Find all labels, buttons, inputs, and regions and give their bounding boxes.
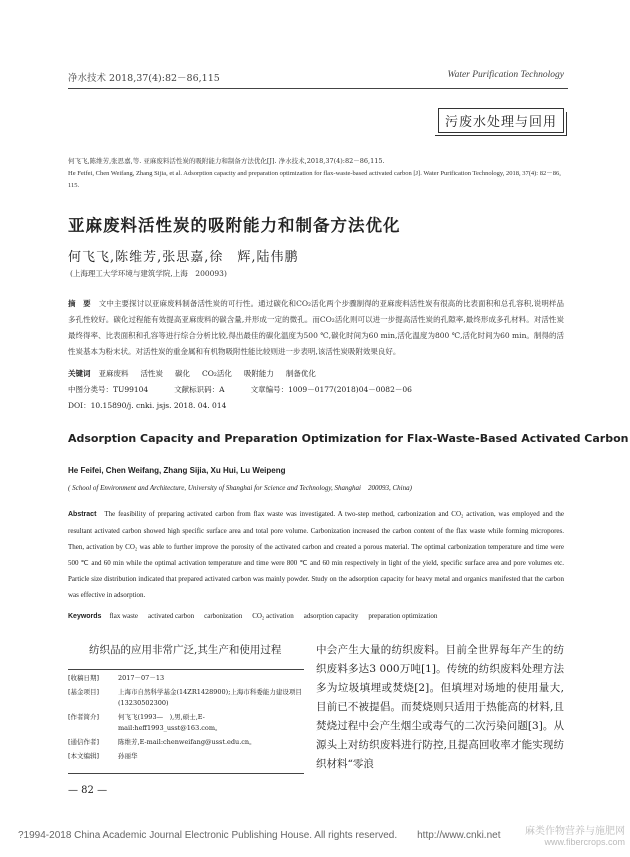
keyword-en: flax waste: [109, 612, 139, 620]
footnotes: [68, 673, 304, 765]
footnote-rule-bottom: [68, 773, 304, 774]
footnote-editor: [68, 751, 304, 762]
body-text-left: 纺织品的应用非常广泛,其生产和使用过程: [89, 644, 282, 656]
footnote-text: 何飞飞(1993— ),男,硕士,E-mail:heff1993_usst@163.com。: [118, 713, 222, 732]
abstract-en-text: The feasibility of preparing activated carbon from flax waste was investigated. A two-step method, carbonization and CO₂ activation, was employed and the resultant activated carbon showed high specific surface area and total pore volume. Carbonization increased the carbon content of the flax waste while forming micropores. Then, activation by CO₂ was able to further improve the porosity of the activated carbon and created a porous material. The optimal carbonization temperature and time were 500 ℃ and 60 min while the optimal activation temperature and time were 800 ℃ and 60 min respectively in light of the yield, specific surface area and pore volumes etc. Particle size distribution indicated that prepared activated carbon was mainly powder. Study on the adsorption capacity for heavy metal and organics manifested that the carbon was effective in adsorption.: [68, 510, 564, 599]
footnote-text: 陈维芳,E-mail:chenweifang@usst.edu.cn。: [118, 738, 256, 746]
footnote-funding: [68, 687, 304, 709]
affiliation-cn: (上海理工大学环境与建筑学院,上海 200093): [70, 269, 227, 278]
keyword-en: preparation optimization: [368, 612, 438, 620]
footnote-rule-top: [68, 669, 304, 670]
abstract-cn-label: 摘 要: [68, 299, 91, 308]
body-text-right: 中会产生大量的纺织废料。目前全世界每年产生的纺织废料多达3 000万吨[1]。传统的纺织废料处理方法多为垃圾填埋或焚烧[2]。但填埋对场地的使用量大,目前已不被提倡。而焚烧则只适用于热能高的材料,且焚烧过程中会产生烟尘或毒气的二次污染问题[3]。从源头上对纺织废料进行防控,且提高回收率才能实现纺织材料“零浪: [316, 644, 564, 770]
keyword-en: activated carbon: [148, 612, 195, 620]
footnote-label: [基金项目]: [68, 688, 100, 696]
classification-codes: [68, 384, 412, 395]
footnote-author: [68, 712, 304, 734]
keyword-cn: 制备优化: [285, 369, 316, 378]
footnote-received: [68, 673, 304, 684]
watermark-line-2: www.fibercrops.com: [544, 837, 625, 847]
article-number: 文章编号：1009－0177(2018)04－0082－06: [250, 385, 412, 394]
keyword-cn: 活性炭: [140, 369, 163, 378]
keywords-cn-label: 关键词: [68, 369, 91, 378]
copyright-line: ?1994-2018 China Academic Journal Electronic Publishing House. All rights reserved. http://www.cnki.net: [18, 830, 501, 841]
footnote-text: 孙丽华: [118, 752, 138, 760]
keyword-cn: 碳化: [175, 369, 190, 378]
abstract-en: [68, 506, 564, 603]
keyword-en: carbonization: [204, 612, 243, 620]
page-number: — 82 —: [68, 785, 108, 796]
watermark-line-1: 麻类作物营养与施肥网: [525, 826, 625, 837]
doi: DOI：10.15890/j. cnki. jsjs. 2018. 04. 014: [68, 401, 227, 410]
citation-cn: 何飞飞,陈维芳,张思嘉,等. 亚麻废料活性炭的吸附能力和制备方法优化[J]. 净水技术,2018,37(4):82－86,115.: [68, 157, 385, 165]
authors-en: He Feifei, Chen Weifang, Zhang Sijia, Xu Hui, Lu Weipeng: [68, 466, 286, 475]
keywords-en: [68, 612, 447, 620]
section-tag: 污废水处理与回用: [438, 108, 564, 133]
paper-title-en: Adsorption Capacity and Preparation Optimization for Flax-Waste-Based Activated Carbon: [68, 432, 629, 445]
keyword-cn: 亚麻废料: [98, 369, 129, 378]
keyword-cn: CO₂活化: [202, 369, 232, 378]
watermark: [505, 822, 625, 847]
footnote-text: 上海市自然科学基金(14ZR1428900);上海市科委能力建设项目(13230502300): [118, 688, 302, 707]
keyword-en: CO₂ activation: [252, 612, 294, 620]
footnote-label: [作者简介]: [68, 713, 100, 721]
abstract-en-label: Abstract: [68, 511, 97, 518]
keywords-cn: [68, 368, 328, 379]
keyword-cn: 吸附能力: [243, 369, 274, 378]
footnote-label: [收稿日期]: [68, 674, 100, 682]
footnote-label: [通信作者]: [68, 738, 100, 746]
keywords-en-label: Keywords: [68, 613, 102, 620]
document-code: 文献标识码：A: [174, 385, 225, 394]
footnote-label: [本文编辑]: [68, 752, 100, 760]
abstract-cn: [68, 296, 564, 360]
citation-en: He Feifei, Chen Weifang, Zhang Sijia, et al. Adsorption capacity and preparation optimization for flax-waste-based activated carbon [J]. Water Purification Technology, 2018, 37(4): 82－86, 115.: [68, 170, 561, 189]
running-head-right: Water Purification Technology: [447, 70, 564, 80]
footnote-corresponding: [68, 737, 304, 748]
affiliation-en: ( School of Environment and Architecture, University of Shanghai for Science and Technology, Shanghai 200093, China): [68, 484, 412, 492]
abstract-cn-text: 文中主要探讨以亚麻废料制备活性炭的可行性。通过碳化和CO₂活化两个步骤制得的亚麻废料活性炭有很高的比表面积和总孔容积,说明样品多孔性较好。碳化过程能有效提高亚麻废料的碳含量,并形成一定的微孔。而CO₂活化则可以进一步提高活性炭的孔隙率,最终形成多孔材料。对活性炭最终得率、比表面积和孔容等进行综合分析比较,得出最佳的碳化温度为500 ℃,碳化时间为60 min,活化温度为800 ℃,活化时间为60 min。制得的活性炭基本为粉末状。对活性炭的重金属和有机物吸附性能比较则进一步表明,该活性炭吸附效果良好。: [68, 299, 565, 356]
authors-cn: 何飞飞,陈维芳,张思嘉,徐 辉,陆伟鹏: [68, 250, 299, 265]
header-rule: [68, 88, 568, 89]
footnote-text: 2017－07－13: [118, 674, 165, 682]
clc-code: 中图分类号：TU99104: [68, 385, 149, 394]
keyword-en: adsorption capacity: [303, 612, 359, 620]
running-head-left: 净水技术 2018,37(4):82－86,115: [68, 73, 220, 84]
paper-title-cn: 亚麻废料活性炭的吸附能力和制备方法优化: [68, 216, 401, 235]
